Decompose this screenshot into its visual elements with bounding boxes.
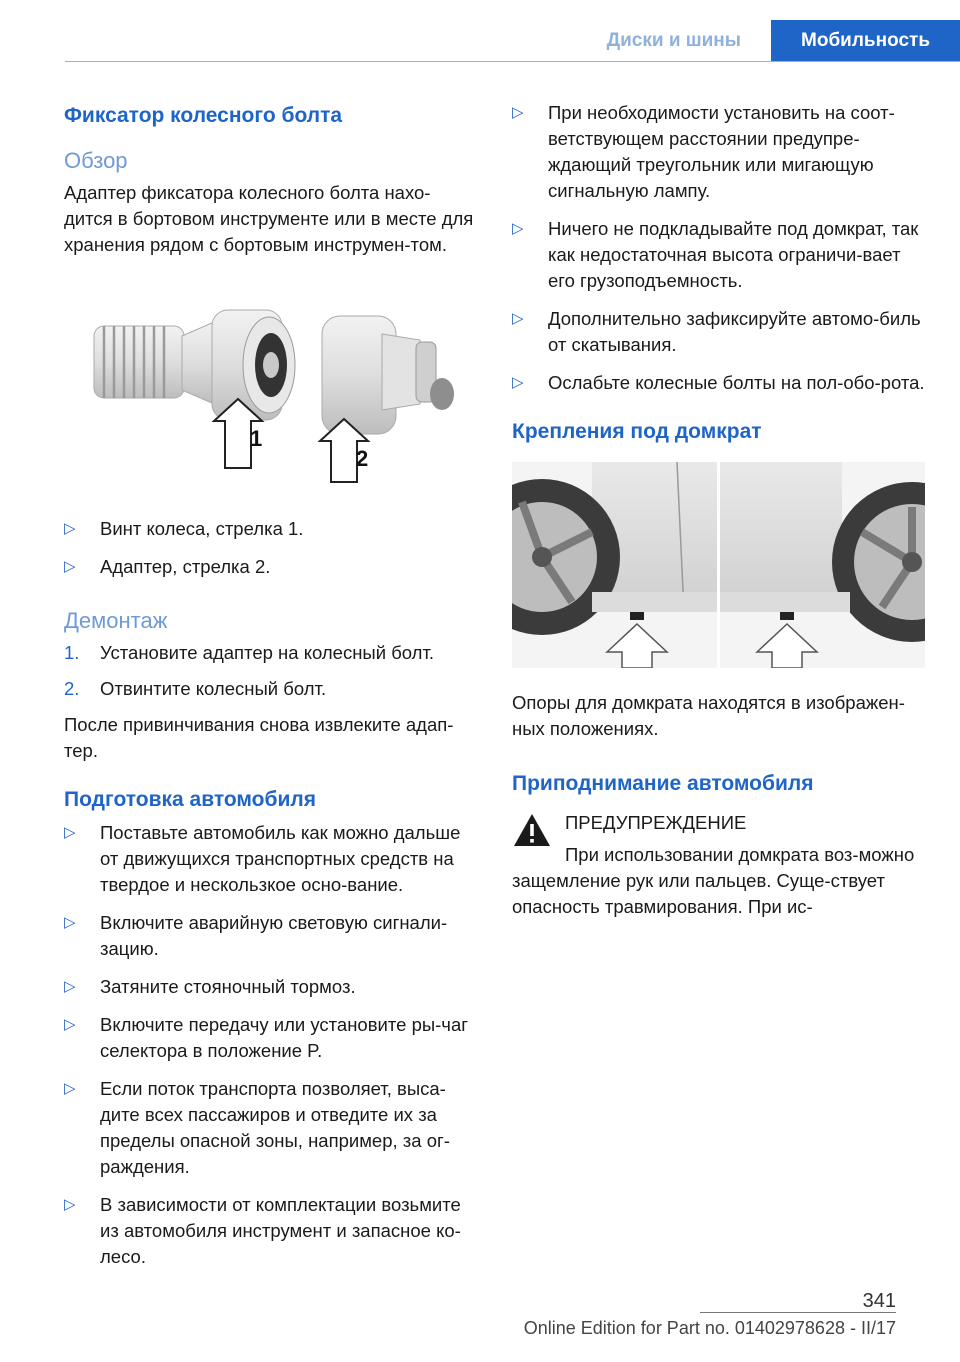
arrow-1-label: 1 [250,426,263,451]
triangle-bullet-icon: ▷ [64,1016,76,1033]
prep-item: ▷ Затяните стояночный тормоз. [64,974,477,1000]
figure-legend [64,516,477,580]
footer-rule [700,1312,896,1313]
arrow-2-label: 2 [356,446,369,471]
prep-item: ▷ Дополнительно зафиксируйте автомо-биль от скатывания. [512,308,921,355]
section-tab[interactable]: Диски и шины [606,30,742,51]
jack-text: Опоры для домкрата находятся в изображен-ных положениях. [512,692,905,739]
prep-item: ▷ Если поток транспорта позволяет, выса-дите всех пассажиров и отведите их за пределы опасной зоны, например, за ог-раждения. [64,1078,450,1177]
triangle-bullet-icon: ▷ [512,310,524,327]
lock-bolt-illustration [64,296,477,484]
prep-item: ▷ Ничего не подкладывайте под домкрат, так как недостаточная высота ограничи-вает его грузоподъемность. [512,218,919,291]
triangle-bullet-icon: ▷ [64,824,76,841]
step-2: 2. Отвинтите колесный болт. [64,678,327,699]
prep-item: ▷ Поставьте автомобиль как можно дальше от движущихся транспортных средств на твердое и нескользкое осно-вание. [64,822,461,895]
page-number: 341 [862,1290,896,1312]
lift-heading: Приподнимание автомобиля [512,772,814,795]
jack-heading: Крепления под домкрат [512,420,762,443]
triangle-bullet-icon: ▷ [512,104,524,121]
removal-steps [64,640,477,702]
lock-bolt-title: Фиксатор колесного болта [64,104,343,127]
warning-block [512,810,925,920]
edition-footer: Online Edition for Part no. 01402978628 - II/17 [523,1318,896,1338]
adapter-icon [322,316,454,434]
prep-item: ▷ В зависимости от комплектации возьмите из автомобиля инструмент и запасное ко-лесо. [64,1194,461,1267]
wheel-bolt-icon [94,310,295,420]
overview-heading: Обзор [64,148,128,173]
chapter-tab[interactable]: Мобильность [771,20,960,62]
triangle-bullet-icon: ▷ [64,558,76,575]
prep-item: ▷ Включите передачу или установите ры-чаг селектора в положение P. [64,1014,468,1061]
triangle-bullet-icon: ▷ [64,1196,76,1213]
removal-heading: Демонтаж [64,608,168,633]
prep-item: ▷ Ослабьте колесные болты на пол-обо-рота. [512,370,925,396]
triangle-bullet-icon: ▷ [64,914,76,931]
after-text: После привинчивания снова извлеките адап-тер. [64,714,454,761]
jack-points-figure [512,462,925,668]
triangle-bullet-icon: ▷ [512,220,524,237]
triangle-bullet-icon: ▷ [64,978,76,995]
warning-text: При использовании домкрата воз-можно защемление рук или пальцев. Суще-ствует опасность травмирования. При ис- [512,844,915,917]
legend-item-2: ▷ Адаптер, стрелка 2. [64,554,477,580]
header-tabs [577,20,960,62]
overview-text: Адаптер фиксатора колесного болта нахо-дится в бортовом инструменте или в месте для хранения рядом с бортовым инструмен-том. [64,182,474,255]
prep-heading: Подготовка автомобиля [64,788,316,811]
triangle-bullet-icon: ▷ [64,520,76,537]
left-column [64,100,477,1270]
header-rule [65,61,960,62]
prep-item: ▷ При необходимости установить на соот-ветствующем расстоянии предупре-ждающий треугольник или мигающую сигнальную лампу. [512,102,895,201]
prep-item: ▷ Включите аварийную световую сигнали-зацию. [64,912,448,959]
lock-bolt-figure [64,296,477,484]
right-column [512,100,925,920]
step-1: 1. Установите адаптер на колесный болт. [64,642,435,663]
triangle-bullet-icon: ▷ [512,374,524,391]
warning-triangle-icon [512,812,552,848]
warning-title: ПРЕДУПРЕЖДЕНИЕ [565,812,747,833]
jack-points-illustration [512,462,925,668]
triangle-bullet-icon: ▷ [64,1080,76,1097]
prep-list [64,820,477,1270]
legend-item-1: ▷ Винт колеса, стрелка 1. [64,516,477,542]
prep-list-continued [512,100,925,396]
